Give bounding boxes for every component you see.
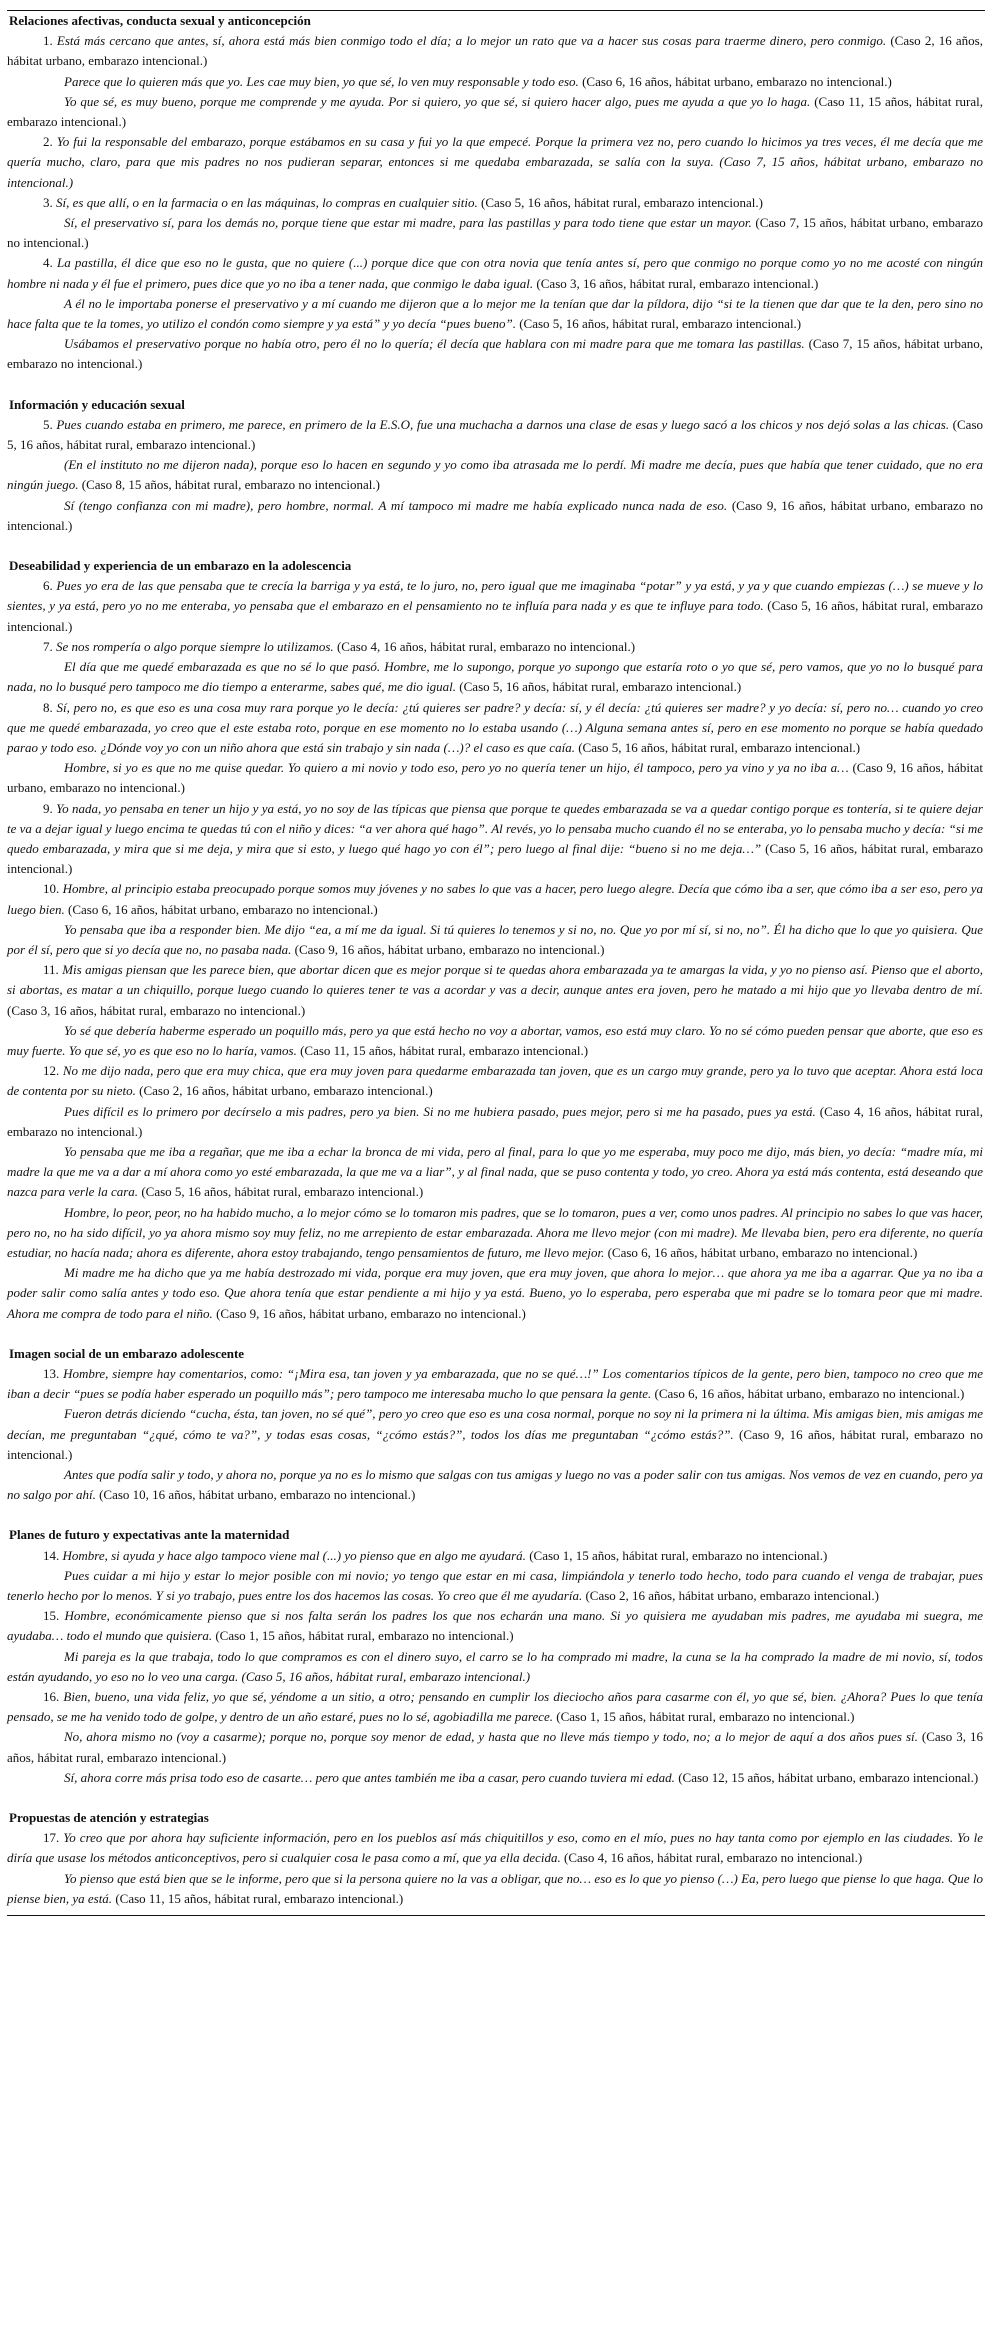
quote-paragraph <box>7 1869 985 1909</box>
section <box>7 395 985 536</box>
case-citation: (Caso 5, 16 años, hábitat rural, embarazo intencional.) <box>138 1184 424 1200</box>
case-citation: (Caso 7, 15 años, hábitat urbano, embarazo no intencional.) <box>7 215 983 251</box>
quote-number: 2. <box>43 134 57 150</box>
case-citation: (Caso 5, 16 años, hábitat rural, embarazo intencional.) <box>456 679 742 695</box>
quote-paragraph <box>7 576 985 637</box>
quote-paragraph <box>7 1566 985 1606</box>
case-citation: (Caso 1, 15 años, hábitat rural, embarazo no intencional.) <box>212 1628 514 1644</box>
quote-number: 8. <box>43 699 57 715</box>
case-citation: (Caso 10, 16 años, hábitat urbano, embarazo no intencional.) <box>95 1487 416 1503</box>
quote-text: Hombre, siempre hay comentarios, como: “¡Mira esa, tan joven y ya embarazada, que no se qué…!” Los comentarios típicos de la gente, pero bien, tampoco no creo que me iban a decir “pues se podía haber esperado un poquillo más”; pero tampoco me interesaba mucho lo que pensara la gente. <box>7 1366 984 1402</box>
quote-text: Yo que sé, es muy bueno, porque me comprende y me ayuda. Por si quiero, yo que sé, si quiero hacer algo, pues me ayuda a que yo lo haga. <box>64 93 811 109</box>
case-citation: (Caso 1, 15 años, hábitat rural, embarazo no intencional.) <box>553 1709 855 1725</box>
quote-text: Sí, el preservativo sí, para los demás no, porque tiene que estar mi madre, para las pastillas y para todo tiene que estar un mayor. <box>64 215 752 231</box>
quote-text: Mi pareja es la que trabaja, todo lo que compramos es con el dinero suyo, el carro se lo ha comprado mi madre, la cuna se la ha comprado la madre de mi novio, sí, todos están ayudando, yo eso no lo veo una carga. (Caso 5, 16 años, hábitat rural, embarazo intencional.) <box>7 1648 983 1684</box>
quote-text: (En el instituto no me dijeron nada), porque eso lo hacen en segundo y yo como iba atrasada me lo perdí. Mi madre me decía, pues que había que tener cuidado, que no era ningún juego. <box>7 457 983 493</box>
quote-paragraph <box>7 92 985 132</box>
quote-text: Parece que lo quieren más que yo. Les cae muy bien, yo que sé, lo ven muy responsable y todo eso. <box>64 73 579 89</box>
case-citation: (Caso 9, 16 años, hábitat rural, embarazo no intencional.) <box>7 1426 983 1462</box>
quote-text: A él no le importaba ponerse el preservativo y a mí cuando me dijeron que a lo mejor me la tenían que dar la píldora, dijo “si te la tienen que dar que te la den, pero sino no hace falta que te la tomes, yo utilizo el condón como siempre y ya está” y yo decía “pues bueno”. <box>7 295 983 332</box>
case-citation: (Caso 4, 16 años, hábitat rural, embarazo no intencional.) <box>333 638 636 654</box>
quote-paragraph <box>7 72 985 92</box>
quote-number: 6. <box>43 578 57 594</box>
section-heading: Propuestas de atención y estrategias <box>9 1810 209 1826</box>
quote-text: Antes que podía salir y todo, y ahora no, porque ya no es lo mismo que salgas con tus amigas y luego no vas a poder salir con tus amigas. Nos vemos de vez en cuando, pero ya no salgo por ahí. <box>7 1467 983 1503</box>
case-citation: (Caso 9, 16 años, hábitat urbano, embarazo no intencional.) <box>7 497 983 533</box>
quote-text: Bien, bueno, una vida feliz, yo que sé, yéndome a un sitio, a otro; pensando en cumplir los dieciocho años para casarme con él, yo que sé, bien. ¿Ahora? Pues lo que tenía pensado, se me ha venido todo de golpe, y dentro de un año estaré, pues no lo sé, agobiadilla me parece. <box>7 1689 984 1725</box>
case-citation: (Caso 7, 15 años, hábitat urbano, embarazo no intencional.) <box>7 336 984 372</box>
quote-text: Hombre, económicamente pienso que si nos falta serán los padres los que nos echarán una mano. Si yo quisiera me ayudaban mis padres, me ayudaba mi suegra, me ayudaba… todo el mundo que quisiera. <box>7 1608 983 1644</box>
quote-paragraph <box>7 496 985 536</box>
case-citation: (Caso 6, 16 años, hábitat urbano, embarazo no intencional.) <box>651 1386 965 1402</box>
case-citation: (Caso 1, 15 años, hábitat rural, embarazo no intencional.) <box>525 1547 828 1563</box>
quote-text: Pues cuidar a mi hijo y estar lo mejor posible con mi novio; yo tengo que estar en mi casa, limpiándola y tenerlo todo hecho, todo para cuando el venga de trabajar, pues tenerlo hecho por lo menos. Y si yo trabajo, pues entre los dos hacemos las cosas. Yo creo que él me ayudaría. <box>7 1567 983 1604</box>
document-page <box>7 10 985 1916</box>
quote-text: No, ahora mismo no (voy a casarme); porque no, porque soy menor de edad, y hasta que no lleve más tiempo y todo, no; a lo mejor de aquí a dos años pues sí. <box>64 1729 918 1745</box>
quote-paragraph <box>7 920 985 960</box>
quote-paragraph <box>7 1546 985 1566</box>
quote-number: 9. <box>43 800 57 816</box>
quote-paragraph <box>7 1021 985 1061</box>
quote-text: Yo pensaba que iba a responder bien. Me dijo “ea, a mí me da igual. Si tú quieres lo tenemos y si no, no. Que yo por mí sí, si no, no”. Él ha dicho que lo que yo quisiera. Que por él sí, pero que si yo decía que no, no pasaba nada. <box>7 921 983 957</box>
quote-paragraph <box>7 698 985 759</box>
quote-text: Hombre, si ayuda y hace algo tampoco viene mal (...) yo pienso que en algo me ayudará. <box>62 1547 526 1563</box>
quote-text: Yo fui la responsable del embarazo, porque estábamos en su casa y fui yo la que empecé. Porque la primera vez no, pero cuando lo hicimos ya tres veces, él me decía que me quería mucho, claro, para que mis padres no nos pudieran separar, entonces si me quedaba embarazada, se salía con la suya. (Caso 7, 15 años, hábitat urbano, embarazo no intencional.) <box>7 134 983 190</box>
quote-number: 10. <box>43 881 63 897</box>
quote-text: La pastilla, él dice que eso no le gusta, que no quiere (...) porque dice que con otra novia que tenía antes sí, pero que conmigo no porque como yo no me acosté con ningún hombre ni nada y él fue el primero, pues dice que yo no iba a tener nada, que conmigo le daba igual. <box>7 255 983 291</box>
case-citation: (Caso 11, 15 años, hábitat rural, embarazo intencional.) <box>296 1042 589 1058</box>
case-citation: (Caso 5, 16 años, hábitat rural, embarazo intencional.) <box>574 739 861 755</box>
quote-text: Hombre, lo peor, peor, no ha habido mucho, a lo mejor cómo se lo tomaron mis padres, que se lo tomaron, pues a ver, como unos padres. Al principio no sabes lo que vas hacer, pero no, no ha sido difícil, yo ya ahora mismo soy muy feliz, no me arrepiento de estar embarazada. Ahora me llevo mejor (con mi madre). Me llevaba bien, pero era diferente, no quería estudiar, no hacía nada; ahora es diferente, ahora estoy trabajando, tengo pensamientos de futuro, me llevo mejor. <box>7 1204 983 1260</box>
quote-text: Está más cercano que antes, sí, ahora está más bien conmigo todo el día; a lo mejor un rato que va a hacer sus cosas para traerme dinero, pero conmigo. <box>56 33 887 49</box>
quote-number: 3. <box>43 194 56 210</box>
document-body <box>7 11 985 1909</box>
quote-number: 12. <box>43 1063 63 1079</box>
quote-paragraph <box>7 879 985 919</box>
case-citation: (Caso 2, 16 años, hábitat urbano, embarazo intencional.) <box>582 1588 879 1604</box>
case-citation: (Caso 9, 16 años, hábitat urbano, embarazo no intencional.) <box>212 1305 526 1321</box>
section-heading: Deseabilidad y experiencia de un embarazo en la adolescencia <box>9 558 352 574</box>
quote-text: Hombre, si yo es que no me quise quedar. Yo quiero a mi novio y todo eso, pero yo no quería tener un hijo, él tampoco, pero ya vino y ya no iba a… <box>64 760 849 776</box>
quote-text: Sí, pero no, es que eso es una cosa muy rara porque yo le decía: ¿tú quieres ser padre? y decía: sí, y él decía: ¿tú quieres ser madre? y yo decía: sí, pero no… cuando yo creo que me quedé embarazada, yo creo que el este estaba roto, porque en ese momento no lo estaba usando (…) Alguna semana antes sí, pero en ese momento no porque se había quedado parao y todo eso. ¿Dónde voy yo con un niño ahora que está sin trabajo y sin nada (…)? el caso es que caía. <box>7 699 983 755</box>
quote-text: Yo nada, yo pensaba en tener un hijo y ya está, yo no soy de las típicas que piensa que porque te quedes embarazada se va a quedar contigo porque es tontería, si te quiere dejar te va a dejar igual y luego encima te quedas tú con el niño y dices: “a ver ahora qué hago”. Al revés, yo lo pensaba mucho cuando él no se enteraba, yo lo pensaba mucho y decía: “si me quedo embarazada, y mira que si me deja, y mira que si esto, y luego qué hago yo con él”; pero luego al final dije: “bueno si no me deja…” <box>7 800 983 856</box>
quote-paragraph <box>7 1768 985 1788</box>
case-citation: (Caso 11, 15 años, hábitat rural, embarazo intencional.) <box>112 1890 404 1906</box>
quote-paragraph <box>7 31 985 71</box>
quote-paragraph <box>7 193 985 213</box>
quote-number: 17. <box>43 1830 64 1846</box>
case-citation: (Caso 5, 16 años, hábitat rural, embarazo intencional.) <box>7 840 983 877</box>
quote-text: Yo pensaba que me iba a regañar, que me iba a echar la bronca de mi vida, pero al final, para lo que yo me esperaba, muy poco me dijo, más bien, yo decía: “madre mía, mi madre la que me va a dar a mí ahora como yo esté embarazada, la que me va a liar”, y al final nada, que se puso contenta y todo, yo creo. Ahora ya está más contenta, está deseando que nazca para verle la cara. <box>7 1143 983 1200</box>
section <box>7 556 985 1324</box>
quote-paragraph <box>7 637 985 657</box>
case-citation: (Caso 2, 16 años, hábitat urbano, embarazo intencional.) <box>7 33 983 69</box>
quote-paragraph <box>7 1203 985 1264</box>
quote-text: Yo sé que debería haberme esperado un poquillo más, pero ya que está hecho no voy a abortar, vamos, eso está muy claro. Yo no sé cómo pueden pensar que aborte, que eso es muy fuerte. Yo que sé, yo es que eso no lo haría, vamos. <box>7 1022 983 1058</box>
quote-number: 5. <box>43 416 57 432</box>
case-citation: (Caso 8, 15 años, hábitat rural, embarazo no intencional.) <box>78 477 380 493</box>
quote-paragraph <box>7 455 985 495</box>
case-citation: (Caso 6, 16 años, hábitat urbano, embarazo no intencional.) <box>64 901 378 917</box>
case-citation: (Caso 11, 15 años, hábitat rural, embarazo intencional.) <box>7 93 984 130</box>
quote-paragraph <box>7 1727 985 1767</box>
quote-paragraph <box>7 334 985 374</box>
case-citation: (Caso 3, 16 años, hábitat rural, embarazo intencional.) <box>7 1729 983 1765</box>
quote-text: Se nos rompería o algo porque siempre lo utilizamos. <box>56 638 334 654</box>
section-heading: Imagen social de un embarazo adolescente <box>9 1345 245 1361</box>
quote-paragraph <box>7 1647 985 1687</box>
case-citation: (Caso 5, 16 años, hábitat rural, embarazo intencional.) <box>7 598 983 634</box>
quote-text: Pues difícil es lo primero por decírselo a mis padres, pero ya bien. Si no me hubiera pasado, pues mejor, pero si me ha pasado, pues ya está. <box>64 1103 816 1119</box>
case-citation: (Caso 6, 16 años, hábitat urbano, embarazo no intencional.) <box>578 73 892 89</box>
bottom-rule <box>7 1915 985 1916</box>
quote-paragraph <box>7 1142 985 1203</box>
quote-text: No me dijo nada, pero que era muy chica, que era muy joven para quedarme embarazada tan joven, que es un cargo muy grande, pero ya lo tuvo que aceptar. Ahora está loca de contenta por su nieto. <box>7 1063 983 1099</box>
quote-paragraph <box>7 132 985 193</box>
case-citation: (Caso 5, 16 años, hábitat rural, embarazo intencional.) <box>477 194 763 210</box>
quote-number: 13. <box>43 1366 64 1381</box>
quote-paragraph <box>7 960 985 1021</box>
quote-number: 16. <box>43 1689 64 1705</box>
case-citation: (Caso 3, 16 años, hábitat rural, embarazo intencional.) <box>533 275 819 291</box>
quote-paragraph <box>7 1465 985 1505</box>
case-citation: (Caso 3, 16 años, hábitat rural, embarazo no intencional.) <box>7 1002 306 1018</box>
case-citation: (Caso 2, 16 años, hábitat urbano, embarazo intencional.) <box>135 1083 433 1099</box>
quote-paragraph <box>7 1102 985 1142</box>
case-citation: (Caso 5, 16 años, hábitat rural, embarazo intencional.) <box>7 416 984 453</box>
quote-number: 15. <box>43 1608 65 1624</box>
quote-text: Pues yo era de las que pensaba que te crecía la barriga y ya está, te lo juro, no, pero igual que me imaginaba “potar” y ya está, y ya y que cuando empiezas (…) se mueve y lo sientes, y ya está, pero yo no me enteraba, yo pensaba que el embarazo en el pensamiento no te influía para nada y es que te influye para todo. <box>7 578 984 614</box>
case-citation: (Caso 12, 15 años, hábitat urbano, embarazo intencional.) <box>674 1769 979 1785</box>
quote-paragraph <box>7 1061 985 1101</box>
quote-text: Usábamos el preservativo porque no había otro, pero él no lo quería; él decía que hablara con mi madre para que me tomara las pastillas. <box>64 336 805 352</box>
quote-paragraph <box>7 1364 985 1404</box>
quote-number: 1. <box>43 33 57 49</box>
quote-paragraph <box>7 294 985 334</box>
quote-paragraph <box>7 1404 985 1465</box>
case-citation: (Caso 6, 16 años, hábitat urbano, embarazo no intencional.) <box>604 1244 918 1260</box>
case-citation: (Caso 9, 16 años, hábitat urbano, embarazo no intencional.) <box>7 760 983 796</box>
quote-paragraph <box>7 415 985 455</box>
case-citation: (Caso 5, 16 años, hábitat rural, embarazo intencional.) <box>515 316 802 332</box>
quote-number: 14. <box>43 1547 63 1563</box>
quote-text: Pues cuando estaba en primero, me parece, en primero de la E.S.O, fue una muchacha a darnos una clase de esas y luego sacó a los chicos y nos dejó solas a las chicas. <box>56 416 950 432</box>
quote-paragraph <box>7 253 985 293</box>
section <box>7 11 985 375</box>
section-heading: Relaciones afectivas, conducta sexual y anticoncepción <box>9 13 311 28</box>
case-citation: (Caso 9, 16 años, hábitat urbano, embarazo no intencional.) <box>291 941 605 957</box>
quote-paragraph <box>7 1263 985 1324</box>
quote-text: Mi madre me ha dicho que ya me había destrozado mi vida, porque era muy joven, que era muy joven, que ahora lo mejor… que ahora ya me iba a agarrar. Que ya no iba a poder salir como salía antes y todo eso. Que ahora tenía que estar pendiente a mi hijo y ya está. Bueno, yo lo esperaba, pero esperaba que mi padre se lo tomara peor que mi madre. Ahora me compra de todo para el niño. <box>7 1265 983 1321</box>
quote-paragraph <box>7 1828 985 1868</box>
section-heading: Planes de futuro y expectativas ante la maternidad <box>9 1527 290 1543</box>
case-citation: (Caso 4, 16 años, hábitat rural, embarazo no intencional.) <box>560 1850 863 1866</box>
quote-text: Yo pienso que está bien que se le informe, pero que si la persona quiere no la vas a obligar, que no… eso es lo que yo pienso (…) Ea, pero luego que piense lo que haga. Que lo piense bien, ya está. <box>7 1870 983 1906</box>
quote-paragraph <box>7 1687 985 1727</box>
quote-text: Mis amigas piensan que les parece bien, que abortar dicen que es mejor porque si te quedas ahora embarazada ya te amargas la vida, y yo no pienso así. Pienso que el aborto, si abortas, es matar a un chiquillo, porque luego cuando lo quieres tener te vas a acordar y vas a decir, aunque antes era joven, pero he matado a mi hijo que yo llevaba dentro de mí. <box>7 962 983 998</box>
quote-number: 4. <box>43 255 57 271</box>
section <box>7 1808 985 1909</box>
section-heading: Información y educación sexual <box>9 396 185 412</box>
quote-paragraph <box>7 758 985 798</box>
quote-text: Yo creo que por ahora hay suficiente información, pero en los pueblos así más chiquitillos y eso, como en el mío, pues no hay tanta como por ejemplo en las ciudades. Yo le diría que usase los métodos anticonceptivos, pero si cualquier cosa le pasa como a mí, que ya ella decida. <box>7 1830 984 1866</box>
quote-number: 11. <box>43 962 63 978</box>
section <box>7 1525 985 1788</box>
quote-text: Fueron detrás diciendo “cucha, ésta, tan joven, no sé qué”, pero yo creo que eso es una cosa normal, porque no soy ni la primera ni la última. Mis amigas bien, mis amigas me decían, me preguntaban “¿qué, cómo te va?”, y todas esas cosas, “¿cómo estás?”, todos los días me preguntaban “¿cómo estás?”. <box>7 1406 983 1442</box>
quote-paragraph <box>7 657 985 697</box>
quote-paragraph <box>7 1606 985 1646</box>
case-citation: (Caso 4, 16 años, hábitat rural, embarazo no intencional.) <box>7 1103 983 1139</box>
quote-text: El día que me quedé embarazada es que no sé lo que pasó. Hombre, me lo supongo, porque yo supongo que estaría roto o yo que sé, pero vamos, que yo no lo busqué para nada, no lo busqué pero tampoco me dio tiempo a enterarme, sabes qué, me dio igual. <box>7 659 983 695</box>
quote-paragraph <box>7 799 985 880</box>
quote-paragraph <box>7 213 985 253</box>
quote-text: Sí (tengo confianza con mi madre), pero hombre, normal. A mí tampoco mi madre me había explicado nunca nada de eso. <box>64 497 728 513</box>
quote-text: Sí, es que allí, o en la farmacia o en las máquinas, lo compras en cualquier sitio. <box>56 194 478 210</box>
section <box>7 1344 985 1506</box>
quote-text: Hombre, al principio estaba preocupado porque somos muy jóvenes y no sabes lo que vas a hacer, pero luego alegre. Decía que cómo iba a ser, que cómo iba a ser eso, pero ya luego bien. <box>7 881 983 917</box>
quote-text: Sí, ahora corre más prisa todo eso de casarte… pero que antes también me iba a casar, pero cuando tuviera mi edad. <box>64 1769 675 1785</box>
quote-number: 7. <box>43 638 56 654</box>
